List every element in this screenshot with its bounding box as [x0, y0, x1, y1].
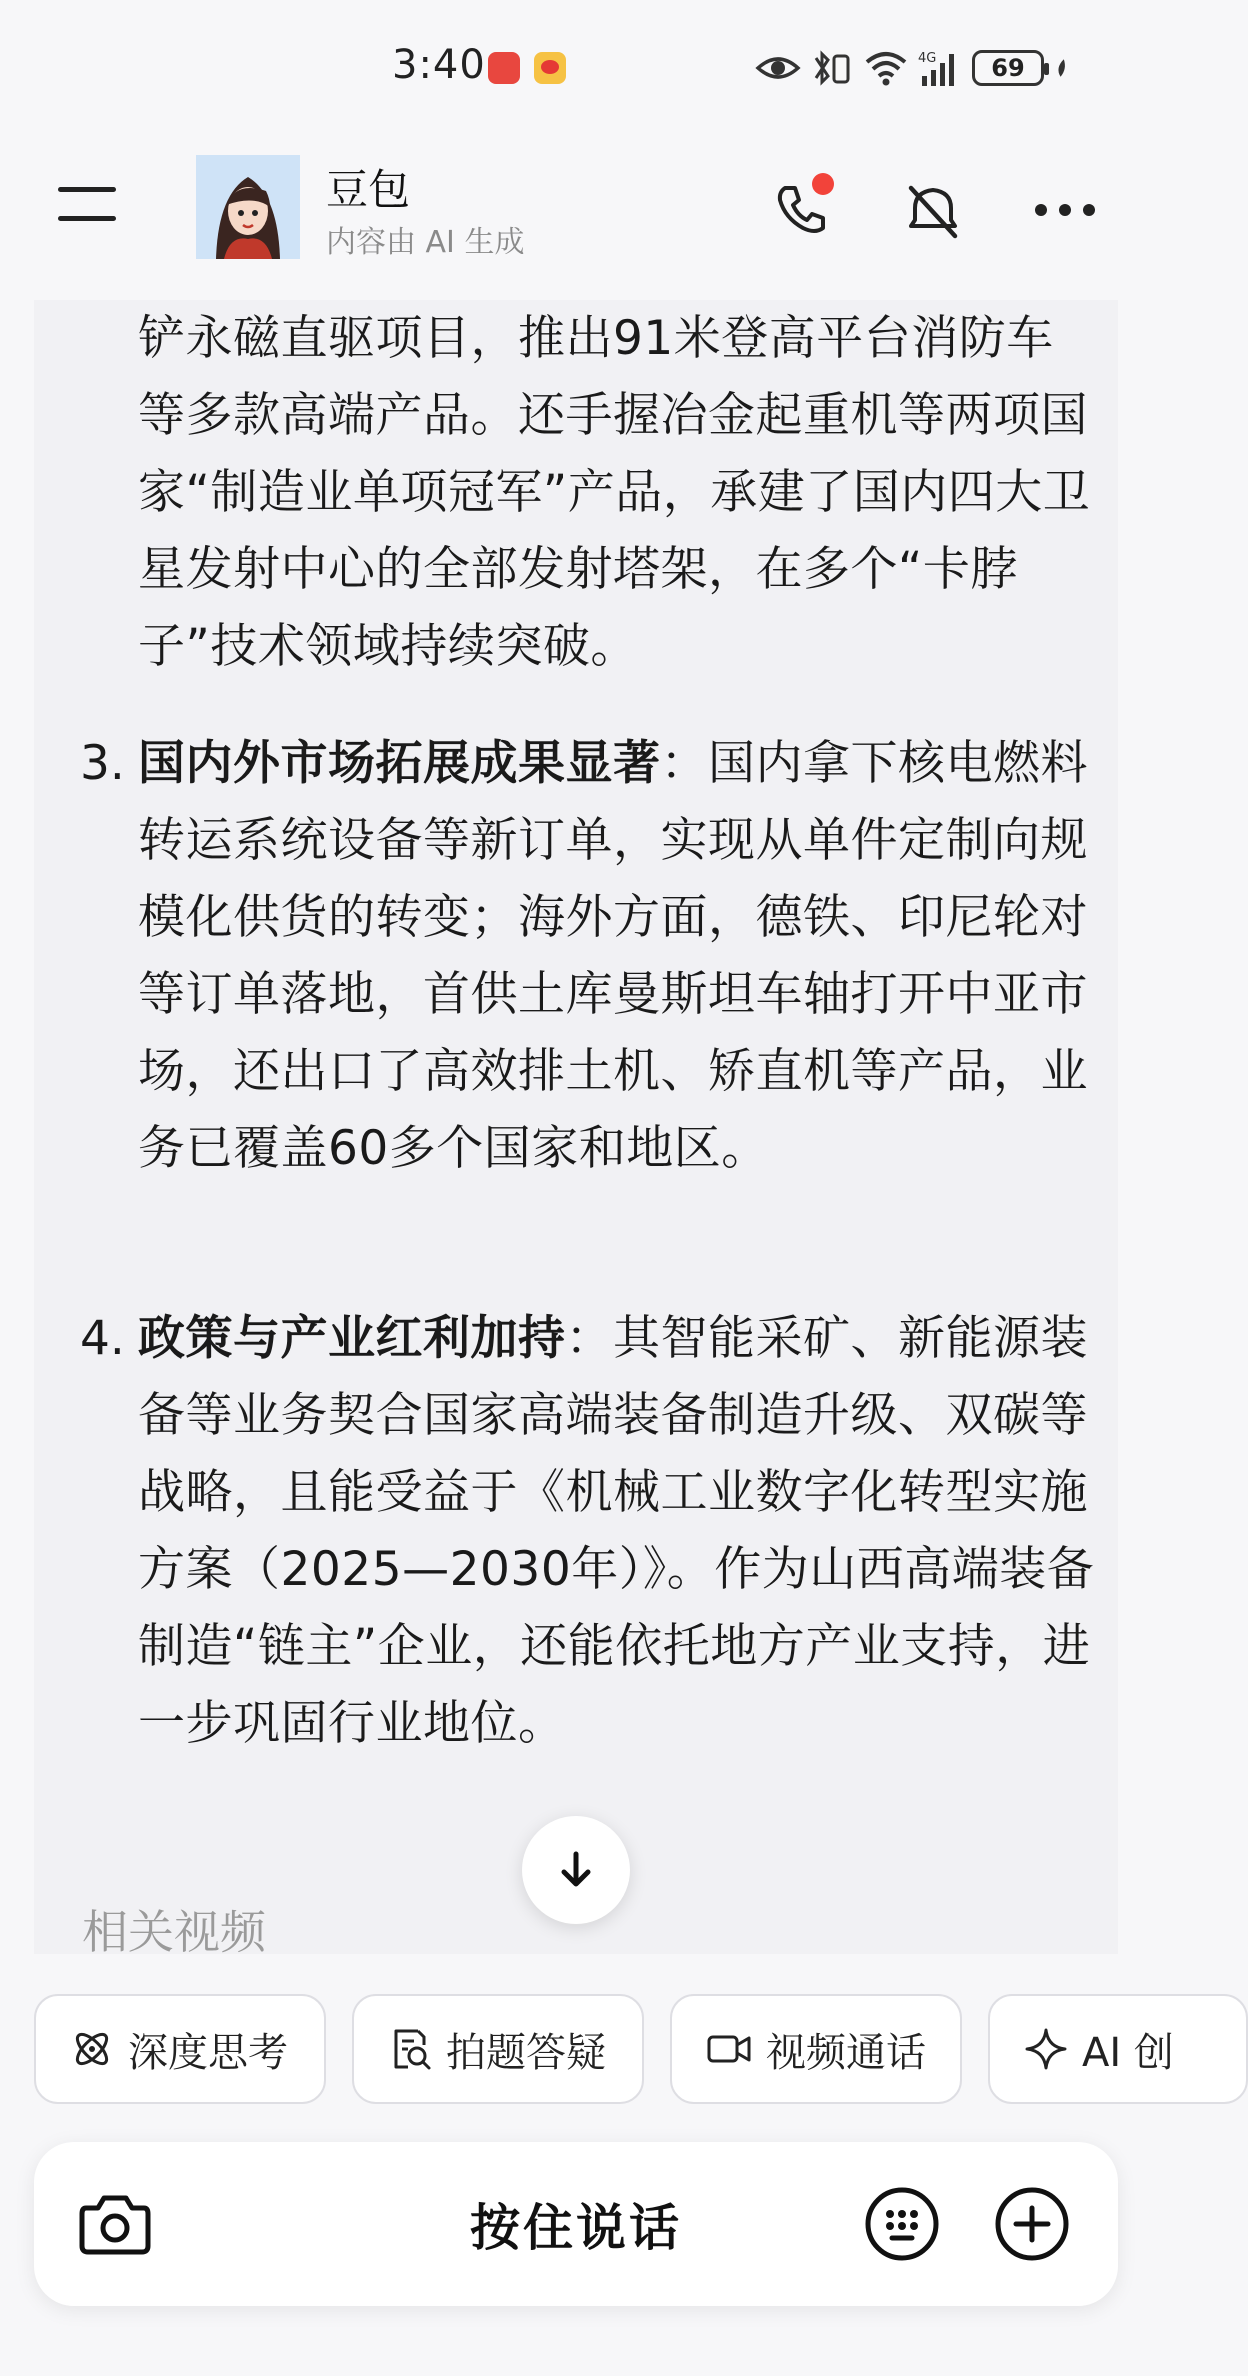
input-bar: [34, 2142, 1118, 2306]
list-item-number: 4.: [80, 1311, 125, 1366]
list-item-text: ：国内拿下核电燃料转运系统设备等新订单，实现从单件定制向规模化供货的转变；海外方面，德铁、印尼轮对等订单落地，首供土库曼斯坦车轴打开中亚市场，还出口了高效排土机、矫直机等产品，业务已覆盖60多个国家和地区。: [138, 736, 1088, 1176]
sparkle-icon: [1024, 2027, 1068, 2071]
ai-generated-note: 内容由 AI 生成: [326, 225, 525, 260]
chip-label: 视频通话: [766, 2029, 926, 2076]
list-item-text: ：其智能采矿、新能源装备等业务契合国家高端装备制造升级、双碳等战略，且能受益于《机械工业数字化转型实施方案（2025—2030年）》。作为山西高端装备制造“链主”企业，还能依托地方产业支持，进一步巩固行业地位。: [138, 1311, 1095, 1751]
battery-icon: 69: [972, 50, 1044, 86]
weibo-icon: [534, 52, 566, 84]
list-item-number: 3.: [80, 736, 125, 791]
video-camera-icon: [706, 2027, 752, 2071]
list-item-heading: 政策与产业红利加持: [138, 1311, 566, 1366]
status-icons: [756, 46, 1078, 90]
chip-label: AI 创: [1082, 2029, 1174, 2076]
camera-icon[interactable]: [78, 2188, 152, 2258]
related-videos-label: 相关视频: [82, 1905, 266, 1959]
keyboard-dots-icon[interactable]: [864, 2186, 940, 2262]
leaf-icon: [1054, 48, 1078, 88]
more-icon[interactable]: [1030, 175, 1100, 245]
list-item: [138, 725, 1098, 1187]
wifi-icon: [864, 48, 908, 88]
chip-deep-thinking[interactable]: [34, 1994, 326, 2104]
menu-icon[interactable]: [58, 187, 120, 229]
plus-icon[interactable]: [994, 2186, 1070, 2262]
status-time: 3:40: [392, 42, 486, 88]
chip-ai-create[interactable]: [988, 1994, 1248, 2104]
status-bar: [0, 0, 1152, 135]
eye-icon: [756, 48, 800, 88]
avatar-illustration: [196, 155, 300, 259]
chip-label: 拍题答疑: [446, 2029, 606, 2076]
atom-icon: [70, 2027, 114, 2071]
paragraph-continuation: 铲永磁直驱项目，推出91米登高平台消防车等多款高端产品。还手握冶金起重机等两项国家“制造业单项冠军”产品，承建了国内四大卫星发射中心的全部发射塔架，在多个“卡脖子”技术领域持续突破。: [138, 311, 1091, 674]
quick-actions: [34, 1994, 1174, 2106]
bluetooth-vibrate-icon: [810, 48, 854, 88]
scan-question-icon: [388, 2027, 432, 2071]
chip-label: 深度思考: [128, 2029, 288, 2076]
list-item: [138, 1300, 1098, 1762]
avatar[interactable]: [196, 155, 300, 259]
answer-content: [34, 300, 1118, 1959]
mute-icon[interactable]: [898, 175, 968, 245]
chat-header: [0, 135, 1152, 300]
chip-photo-question[interactable]: [352, 1994, 644, 2104]
arrow-down-icon: [554, 1848, 598, 1892]
scroll-to-bottom-button[interactable]: [522, 1816, 630, 1924]
notification-dot: [812, 173, 834, 195]
huawei-app-icon: [488, 52, 520, 84]
list-item-heading: 国内外市场拓展成果显著: [138, 736, 661, 791]
page-title: 豆包: [326, 165, 411, 214]
4g-signal-icon: [918, 48, 962, 88]
hold-to-talk-button[interactable]: 按住说话: [470, 2199, 682, 2257]
svg-text:4G: 4G: [918, 51, 937, 66]
chip-video-call[interactable]: [670, 1994, 962, 2104]
